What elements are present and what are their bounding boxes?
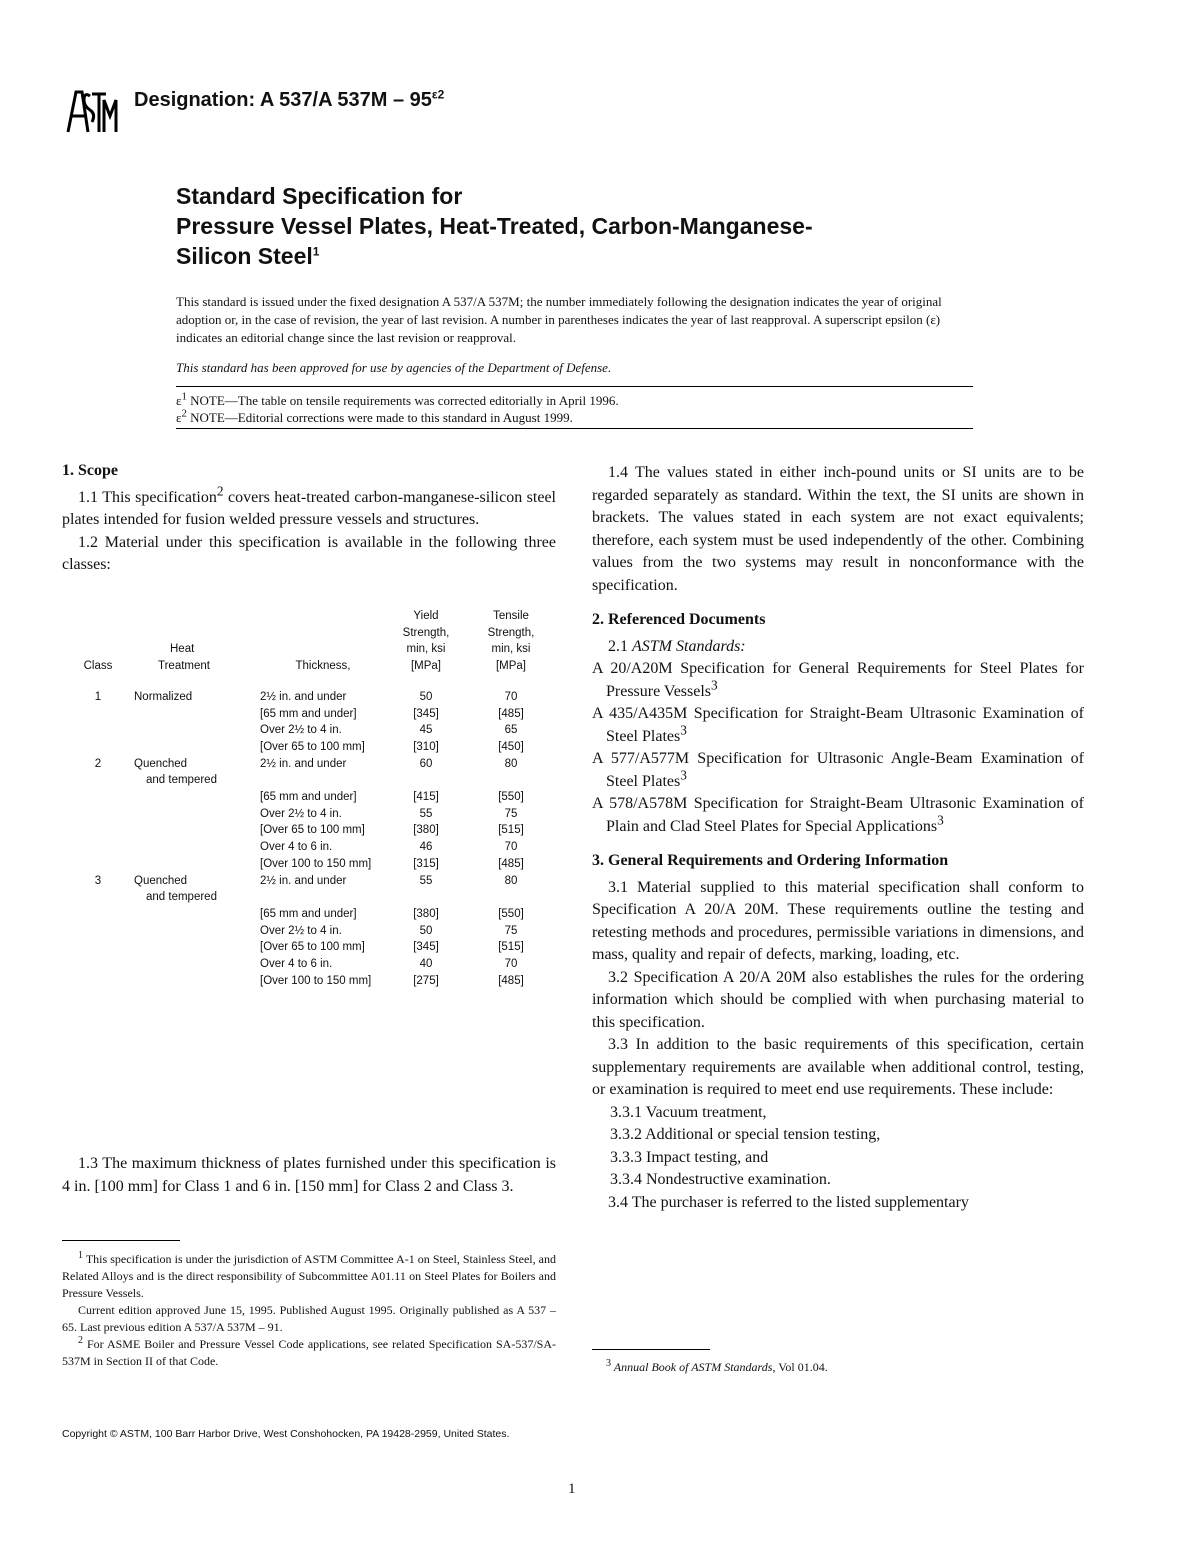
cell-thickness: Over 4 to 6 in. <box>260 841 333 854</box>
table-row <box>62 939 556 956</box>
cell-heat-treatment: Normalized <box>134 690 193 703</box>
cell-yield: [380] <box>413 824 439 837</box>
left-column <box>62 460 556 577</box>
col-header-class: Class <box>83 660 113 673</box>
cell-heat-treatment <box>134 856 260 873</box>
cell-thickness: [Over 65 to 100 mm] <box>260 824 365 837</box>
cell-tensile: 75 <box>504 924 518 937</box>
cell-class <box>62 806 134 823</box>
col-header-yield: Yield Strength, min, ksi [MPa] <box>402 610 450 673</box>
right-column <box>592 462 1084 1214</box>
table-row <box>62 689 556 706</box>
astm-logo <box>62 86 122 138</box>
cell-tensile: 80 <box>504 757 518 770</box>
page-number: 1 <box>568 1481 576 1497</box>
footnotes-left <box>62 1251 556 1370</box>
editorial-note: $\varepsilon^1$ NOTE—The table on tensile requirements was corrected editorially in April 1996. <box>176 390 619 408</box>
reference-item: A 577/A577M Specification for Ultrasonic Angle-Beam Examination of Steel Plates$^3$ <box>592 750 1084 790</box>
cell-thickness: [Over 65 to 100 mm] <box>260 740 365 753</box>
cell-tensile: [550] <box>498 791 524 804</box>
cell-yield: 55 <box>419 874 433 887</box>
paragraph-1-1: 1.1 This specification$^2$ covers heat-treated carbon-manganese-silicon steel plates intended for fusion welded pressure vessels and structures. <box>62 483 556 528</box>
cell-thickness: [65 mm and under] <box>260 907 357 920</box>
title-line-3: Silicon Steel$^1$ <box>176 243 320 269</box>
cell-thickness: 2½ in. and under <box>260 874 347 887</box>
cell-heat-treatment <box>134 839 260 856</box>
cell-yield: [345] <box>413 707 439 720</box>
cell-class <box>62 906 134 923</box>
paragraph-3-1: 3.1 Material supplied to this material specification shall conform to Specification A 20/A 20M. These requirements outline the testing and retesting methods and procedures, permissible variations in dimensions, and mass, quality and repair of defects, marking, loading, etc. <box>592 878 1084 963</box>
footnote-divider <box>592 1349 710 1350</box>
list-item: 3.3.4 Nondestructive examination. <box>610 1171 831 1188</box>
cell-yield: 55 <box>419 807 433 820</box>
table-row <box>62 739 556 756</box>
paragraph-3-2: 3.2 Specification A 20/A 20M also establishes the rules for the ordering information which should be complied with when purchasing material to this specification. <box>592 968 1084 1031</box>
table-row <box>62 956 556 973</box>
section-heading-referenced-documents: 2. Referenced Documents <box>592 611 766 628</box>
cell-tensile: [450] <box>498 740 524 753</box>
cell-yield: [380] <box>413 907 439 920</box>
reference-item: A 20/A20M Specification for General Requirements for Steel Plates for Pressure Vessels$^3$ <box>592 660 1084 700</box>
editorial-note: $\varepsilon^2$ NOTE—Editorial corrections were made to this standard in August 1999. <box>176 407 573 425</box>
cell-class: 2 <box>94 757 102 770</box>
cell-tensile: [515] <box>498 824 524 837</box>
footnote-divider <box>62 1240 180 1241</box>
classes-table <box>62 608 556 989</box>
cell-yield: 50 <box>419 924 433 937</box>
cell-class <box>62 956 134 973</box>
cell-class <box>62 706 134 723</box>
paragraph-1-3: 1.3 The maximum thickness of plates furnished under this specification is 4 in. [100 mm] for Class 1 and 6 in. [150 mm] for Class 2 and Class 3. <box>62 1155 556 1195</box>
paragraph-1-2: 1.2 Material under this specification is available in the following three classes: <box>62 533 556 573</box>
reference-item: A 435/A435M Specification for Straight-Beam Ultrasonic Examination of Steel Plates$^3$ <box>592 705 1084 745</box>
cell-thickness: 2½ in. and under <box>260 690 347 703</box>
footnote: Current edition approved June 15, 1995. Published August 1995. Originally published as A 537 – 65. Last previous edition A 537/A 537M – 91. <box>62 1303 556 1334</box>
cell-class <box>62 973 134 990</box>
cell-heat-treatment <box>134 722 260 739</box>
cell-heat-treatment: Quenched and tempered <box>134 874 217 904</box>
document-title <box>176 181 1026 271</box>
cell-heat-treatment <box>134 956 260 973</box>
cell-tensile: 70 <box>504 958 518 971</box>
cell-thickness: Over 2½ to 4 in. <box>260 724 342 737</box>
cell-tensile: [485] <box>498 707 524 720</box>
cell-class <box>62 839 134 856</box>
col-header-heat-treatment: Heat Treatment <box>158 643 210 673</box>
cell-heat-treatment <box>134 739 260 756</box>
divider <box>176 428 973 429</box>
cell-class: 3 <box>94 874 102 887</box>
table-row <box>62 906 556 923</box>
cell-class <box>62 856 134 873</box>
copyright-notice: Copyright © ASTM, 100 Barr Harbor Drive, West Conshohocken, PA 19428-2959, United States. <box>62 1428 510 1440</box>
dod-approval-note: This standard has been approved for use by agencies of the Department of Defense. <box>176 360 612 375</box>
cell-class <box>62 939 134 956</box>
cell-yield: [315] <box>413 857 439 870</box>
cell-heat-treatment <box>134 806 260 823</box>
footnote: $^3$ Annual Book of ASTM Standards, Vol 01.04. <box>606 1358 828 1374</box>
paragraph-2-1: 2.1 ASTM Standards: <box>608 637 746 655</box>
table-row <box>62 756 556 789</box>
cell-class: 1 <box>94 690 102 703</box>
title-line-2: Pressure Vessel Plates, Heat-Treated, Carbon-Manganese- <box>176 213 813 239</box>
footnote: $^2$ For ASME Boiler and Pressure Vessel Code applications, see related Specification SA-537/SA-537M in Section II of that Code. <box>62 1335 556 1368</box>
cell-thickness: [Over 65 to 100 mm] <box>260 941 365 954</box>
reference-item: A 578/A578M Specification for Straight-Beam Ultrasonic Examination of Plain and Clad Steel Plates for Special Applications$^3$ <box>592 795 1084 835</box>
cell-class <box>62 923 134 940</box>
cell-thickness: [Over 100 to 150 mm] <box>260 974 372 987</box>
table-row <box>62 839 556 856</box>
cell-thickness: 2½ in. and under <box>260 757 347 770</box>
cell-yield: [345] <box>413 941 439 954</box>
cell-tensile: [485] <box>498 857 524 870</box>
cell-yield: [310] <box>413 740 439 753</box>
table-row <box>62 806 556 823</box>
cell-thickness: [Over 100 to 150 mm] <box>260 857 372 870</box>
col-header-tensile: Tensile Strength, min, ksi [MPa] <box>487 610 535 673</box>
cell-thickness: [65 mm and under] <box>260 791 357 804</box>
cell-tensile: 75 <box>504 807 518 820</box>
section-heading-scope: 1. Scope <box>62 462 118 479</box>
section-heading-general-requirements: 3. General Requirements and Ordering Information <box>592 852 949 869</box>
cell-class <box>62 739 134 756</box>
editorial-notes <box>176 392 619 426</box>
cell-heat-treatment <box>134 939 260 956</box>
cell-heat-treatment <box>134 789 260 806</box>
paragraph-3-4: 3.4 The purchaser is referred to the listed supplementary <box>608 1193 969 1211</box>
cell-heat-treatment: Quenched and tempered <box>134 757 217 787</box>
table-row <box>62 706 556 723</box>
cell-heat-treatment <box>134 923 260 940</box>
designation: Designation: A 537/A $537M - 95^{\varepsilon 2}$ <box>134 87 445 111</box>
cell-tensile: [515] <box>498 941 524 954</box>
cell-tensile: 70 <box>504 841 518 854</box>
title-line-1: Standard Specification for <box>176 183 463 209</box>
cell-heat-treatment <box>134 706 260 723</box>
col-header-thickness: Thickness, <box>295 660 351 673</box>
cell-tensile: 70 <box>504 690 518 703</box>
cell-yield: 40 <box>419 958 433 971</box>
cell-yield: [275] <box>413 974 439 987</box>
table-header-row <box>62 608 556 675</box>
table-row <box>62 856 556 873</box>
footnote: $^1$ This specification is under the jurisdiction of ASTM Committee A-1 on Steel, Stainless Steel, and Related Alloys and is the direct responsibility of Subcommittee A01.11 on Steel Plates for Boilers and Pressure Vessels. <box>62 1250 556 1300</box>
cell-tensile: 65 <box>504 724 518 737</box>
list-item: 3.3.2 Additional or special tension testing, <box>610 1126 881 1143</box>
cell-yield: [415] <box>413 791 439 804</box>
cell-class <box>62 722 134 739</box>
cell-tensile: [485] <box>498 974 524 987</box>
list-item: 3.3.3 Impact testing, and <box>610 1148 769 1166</box>
cell-heat-treatment <box>134 822 260 839</box>
cell-yield: 46 <box>419 841 433 854</box>
table-row <box>62 789 556 806</box>
paragraph-1-4: 1.4 The values stated in either inch-pound units or SI units are to be regarded separately as standard. Within the text, the SI units are shown in brackets. The values stated in each system are not exact equivalents; therefore, each system must be used independently of the other. Combining values from the two systems may result in nonconformance with the specification. <box>592 464 1084 594</box>
cell-class <box>62 789 134 806</box>
cell-thickness: [65 mm and under] <box>260 707 357 720</box>
preamble: This standard is issued under the fixed designation A 537/A 537M; the number immediately following the designation indicates the year of original adoption or, in the case of revision, the year of last revision. A number in parentheses indicates the year of last reapproval. A superscript epsilon (ε) indicates an editorial change since the last revision or reapproval. <box>176 294 942 345</box>
table-row <box>62 973 556 990</box>
divider <box>176 386 973 387</box>
cell-tensile: [550] <box>498 907 524 920</box>
left-column-bottom <box>62 1153 556 1198</box>
cell-heat-treatment <box>134 973 260 990</box>
cell-yield: 45 <box>419 724 433 737</box>
cell-thickness: Over 2½ to 4 in. <box>260 807 342 820</box>
cell-heat-treatment <box>134 906 260 923</box>
table-row <box>62 722 556 739</box>
cell-yield: 60 <box>419 757 433 770</box>
cell-thickness: Over 4 to 6 in. <box>260 958 333 971</box>
list-item: 3.3.1 Vacuum treatment, <box>610 1103 767 1121</box>
paragraph-3-3: 3.3 In addition to the basic requirements of this specification, certain supplementary requirements are available when additional control, testing, or examination is required to meet end use requirements. These include: <box>592 1036 1084 1098</box>
table-row <box>62 923 556 940</box>
table-row <box>62 873 556 906</box>
cell-yield: 50 <box>419 690 433 703</box>
cell-class <box>62 822 134 839</box>
cell-thickness: Over 2½ to 4 in. <box>260 924 342 937</box>
cell-tensile: 80 <box>504 874 518 887</box>
table-row <box>62 822 556 839</box>
